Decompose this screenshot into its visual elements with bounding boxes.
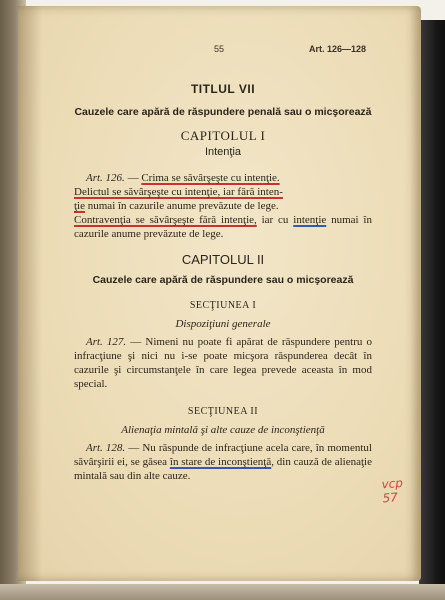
article-126-sentence-3c: intenţie (293, 214, 327, 226)
chapter-2-name: Cauzele care apără de răspundere sau o micşorează (92, 274, 354, 286)
title-subheading: Cauzele care apără de răspundere penală sau o micşorează (74, 106, 372, 118)
handwritten-margin-note: vcp 57 (381, 475, 404, 506)
article-128-text-2: , din cauză de alienaţie mintală sau din alte cauze. (74, 456, 372, 482)
article-128 (74, 441, 372, 483)
article-127-text: — Nimeni nu poate fi apărat de răspundere pentru o infracţiune şi nici nu i-se poate micşora răspunderea decât în cazurile şi circumstanţele în care legea prevede aceasta în mod special. (74, 336, 373, 390)
page-number: 55 (214, 44, 225, 54)
article-126-sentence-2c: numai în cazurile anume prevăzute de lege. (85, 200, 279, 212)
article-126 (74, 171, 372, 241)
article-126-sentence-3d: numai în cazurile anume prevăzute de lege. (74, 214, 372, 240)
book-page (18, 6, 421, 581)
article-126-sentence-2a: Delictul se săvârşeşte cu intenţie, iar fără inten- (74, 186, 283, 198)
chapter-2-heading: CAPITOLUL II (181, 252, 265, 267)
article-range: Art. 126—128 (308, 44, 366, 54)
article-126-sentence-1: Crima se săvârşeşte cu intenţie. (141, 172, 280, 184)
article-126-dash: — (124, 172, 142, 184)
article-128-text-1: — Nu răspunde de infracţiune acela care, în momentul săvârşirii ei, se găsea (74, 442, 372, 468)
chapter-1-heading: CAPITOLUL I (180, 128, 266, 143)
article-126-sentence-3b: iar cu (256, 214, 294, 226)
page-gutter-shadow (18, 6, 42, 581)
section-2-name: Alienaţia mintală şi alte cauze de inconştienţă (121, 424, 325, 436)
chapter-1-name: Intenţia (204, 146, 242, 158)
book-cover-right (419, 20, 445, 590)
section-1-name: Dispoziţiuni generale (175, 318, 271, 330)
book-cover-bottom (0, 584, 445, 600)
running-header (74, 42, 372, 56)
title-heading: TITLUL VII (190, 82, 256, 96)
article-128-underlined: în stare de inconştienţă (169, 456, 272, 468)
page-content (74, 42, 372, 483)
section-2-heading: SECŢIUNEA II (187, 406, 259, 417)
article-127-label: Art. 127. (86, 336, 127, 348)
article-128-label: Art. 128. (86, 442, 126, 454)
section-1-heading: SECŢIUNEA I (189, 300, 257, 311)
article-126-sentence-3a: Contravenţia se săvârşeşte fără intenţie, (74, 214, 257, 226)
article-127 (74, 335, 372, 391)
article-126-sentence-2b: ţie (74, 200, 85, 212)
article-126-label: Art. 126. (86, 172, 125, 184)
